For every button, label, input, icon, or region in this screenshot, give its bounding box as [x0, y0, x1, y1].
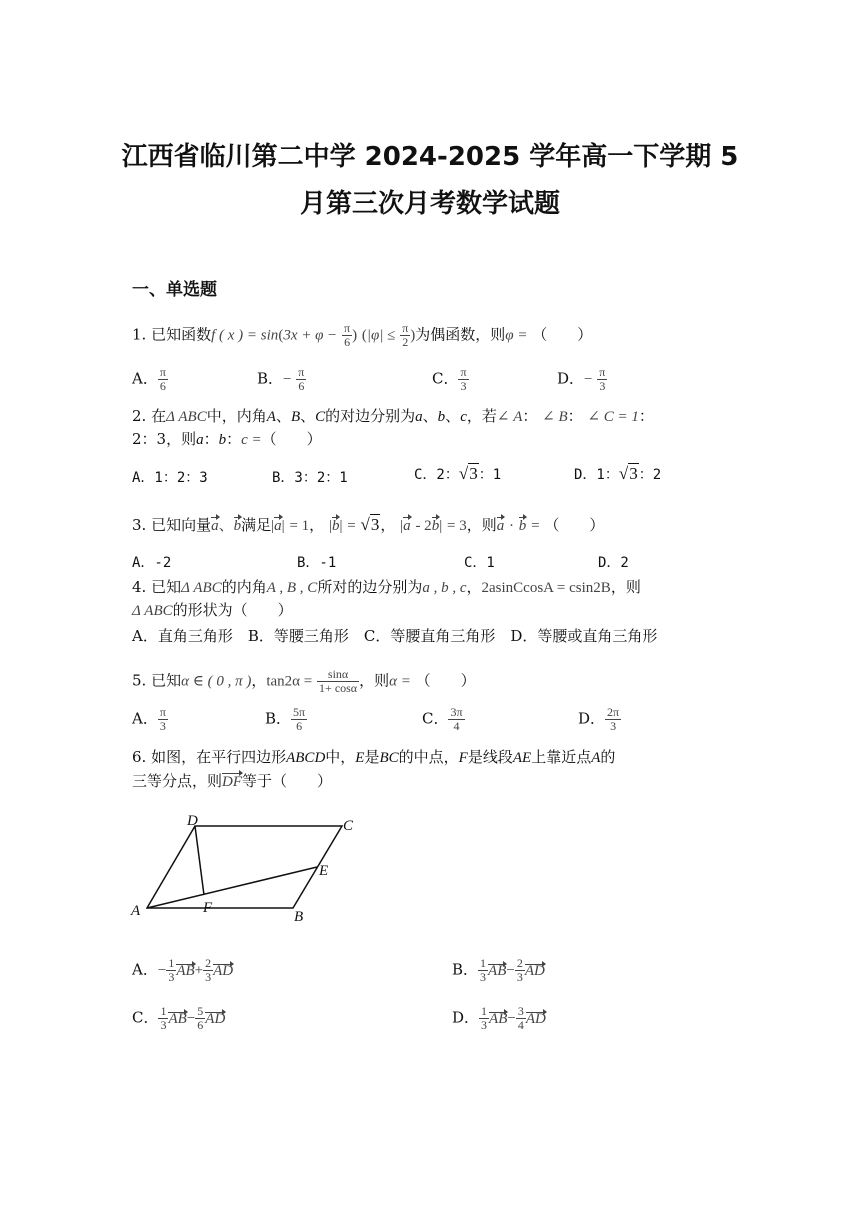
label-e: E — [319, 863, 329, 879]
parallelogram-abcd — [147, 826, 342, 908]
q6-option-c[interactable]: C． $\frac{1}{3}$ AB− $\frac{5}{6}$ AD — [132, 1004, 226, 1032]
q6-option-d[interactable]: D． $\frac{1}{3}$ AB− $\frac{3}{4}$ AD — [452, 1004, 546, 1032]
label-a: A — [131, 903, 141, 919]
question-1: 1. 已知函数f ( x ) = sin(3x + φ − $\frac{\pi}{6}$ ) (|φ| ≤ $\frac{\pi}{2}$ )为偶函数，则φ = （ ） — [132, 321, 593, 349]
q1-frac-pi6: $\frac{\pi}{6}$ — [344, 321, 351, 349]
section-heading: 一、单选题 — [132, 280, 217, 300]
q5-option-c[interactable]: C． $\frac{3\pi}{4}$ — [422, 705, 463, 733]
label-d: D — [187, 813, 198, 829]
q2-option-a[interactable]: A．1：2：3 — [132, 470, 208, 486]
segment-ae — [147, 867, 317, 908]
q1-pre: 已知函数 — [151, 325, 212, 344]
q1-option-c[interactable]: C． $\frac{\pi}{3}$ — [432, 365, 467, 393]
question-4-line2: Δ ABC的形状为（ ） — [132, 601, 293, 619]
q3-option-c[interactable]: C．1 — [464, 555, 495, 571]
q1-option-d[interactable]: D．− $\frac{\pi}{3}$ — [557, 365, 606, 393]
q1-phi-eq: φ = — [505, 327, 528, 344]
q2-option-d[interactable]: D．1：√3：2 — [574, 464, 662, 483]
q6-option-b[interactable]: B． $\frac{1}{3}$ AB− $\frac{2}{3}$ AD — [452, 956, 545, 984]
q1-arg: 3x + φ − — [283, 327, 338, 344]
label-c: C — [343, 818, 354, 834]
q2-option-c[interactable]: C．2：√3：1 — [414, 464, 502, 483]
q1-post: 为偶函数，则 — [415, 325, 506, 344]
segment-df — [195, 826, 204, 895]
q4-options[interactable]: A．直角三角形 B．等腰三角形 C．等腰直角三角形 D．等腰或直角三角形 — [132, 627, 658, 645]
page-title-line2: 月第三次月考数学试题 — [299, 189, 560, 219]
label-b: B — [294, 909, 304, 925]
q3-option-d[interactable]: D．2 — [598, 555, 629, 571]
page-title-line1: 江西省临川第二中学 2024-2025 学年高一下学期 5 — [121, 142, 739, 172]
q5-frac: $\frac{\sin\alpha}{1+ \cos\alpha}$ — [319, 667, 358, 695]
parallelogram-figure — [125, 805, 365, 925]
q1-option-b[interactable]: B．− $\frac{\pi}{6}$ — [257, 365, 305, 393]
q1-cond: |φ| ≤ — [366, 327, 396, 344]
label-f: F — [203, 900, 213, 916]
q1-frac-pi2: $\frac{\pi}{2}$ — [402, 321, 409, 349]
question-5: 5. 已知α ∈ ( 0 , π )，tan2α = $\frac{\sin\alpha}{1+ \cos\alpha}$ ，则α = （ ） — [132, 667, 476, 695]
q3-option-b[interactable]: B．-1 — [297, 555, 337, 571]
question-6: 6. 如图，在平行四边形ABCD中，E是BC的中点，F是线段AE上靠近点A的 — [132, 748, 616, 766]
q6-option-a[interactable]: A．− $\frac{1}{3}$ AB+ $\frac{2}{3}$ AD — [132, 956, 234, 984]
question-4: 4. 已知Δ ABC的内角A , B , C所对的边分别为a , b , c，2asinCcosA = csin2B，则 — [132, 578, 641, 596]
q5-option-b[interactable]: B． $\frac{5\pi}{6}$ — [265, 705, 306, 733]
q2-option-b[interactable]: B．3：2：1 — [272, 470, 348, 486]
q3-option-a[interactable]: A．-2 — [132, 555, 172, 571]
question-6-line2: 三等分点，则DF等于（ ） — [132, 772, 333, 790]
q2-triangle: Δ ABC — [166, 409, 207, 425]
question-3: 3. 已知向量a、b满足|a| = 1， |b| = √3， |a - 2b| = 3，则a · b = （ ） — [132, 515, 605, 534]
q5-option-d[interactable]: D． $\frac{2\pi}{3}$ — [578, 705, 620, 733]
q1-func: f ( x ) = sin — [211, 327, 279, 344]
q5-option-a[interactable]: A． $\frac{\pi}{3}$ — [132, 705, 166, 733]
question-2: 2. 在Δ ABC中，内角A、B、C的对边分别为a、b、c，若∠ A： ∠ B： ∠ C = 1： — [132, 407, 654, 425]
question-2-line2: 2：3，则a：b：c =（ ） — [132, 430, 322, 448]
q1-paren: （ ） — [532, 325, 593, 344]
q1-number: 1. — [132, 325, 147, 344]
q1-option-a[interactable]: A． $\frac{\pi}{6}$ — [132, 365, 166, 393]
